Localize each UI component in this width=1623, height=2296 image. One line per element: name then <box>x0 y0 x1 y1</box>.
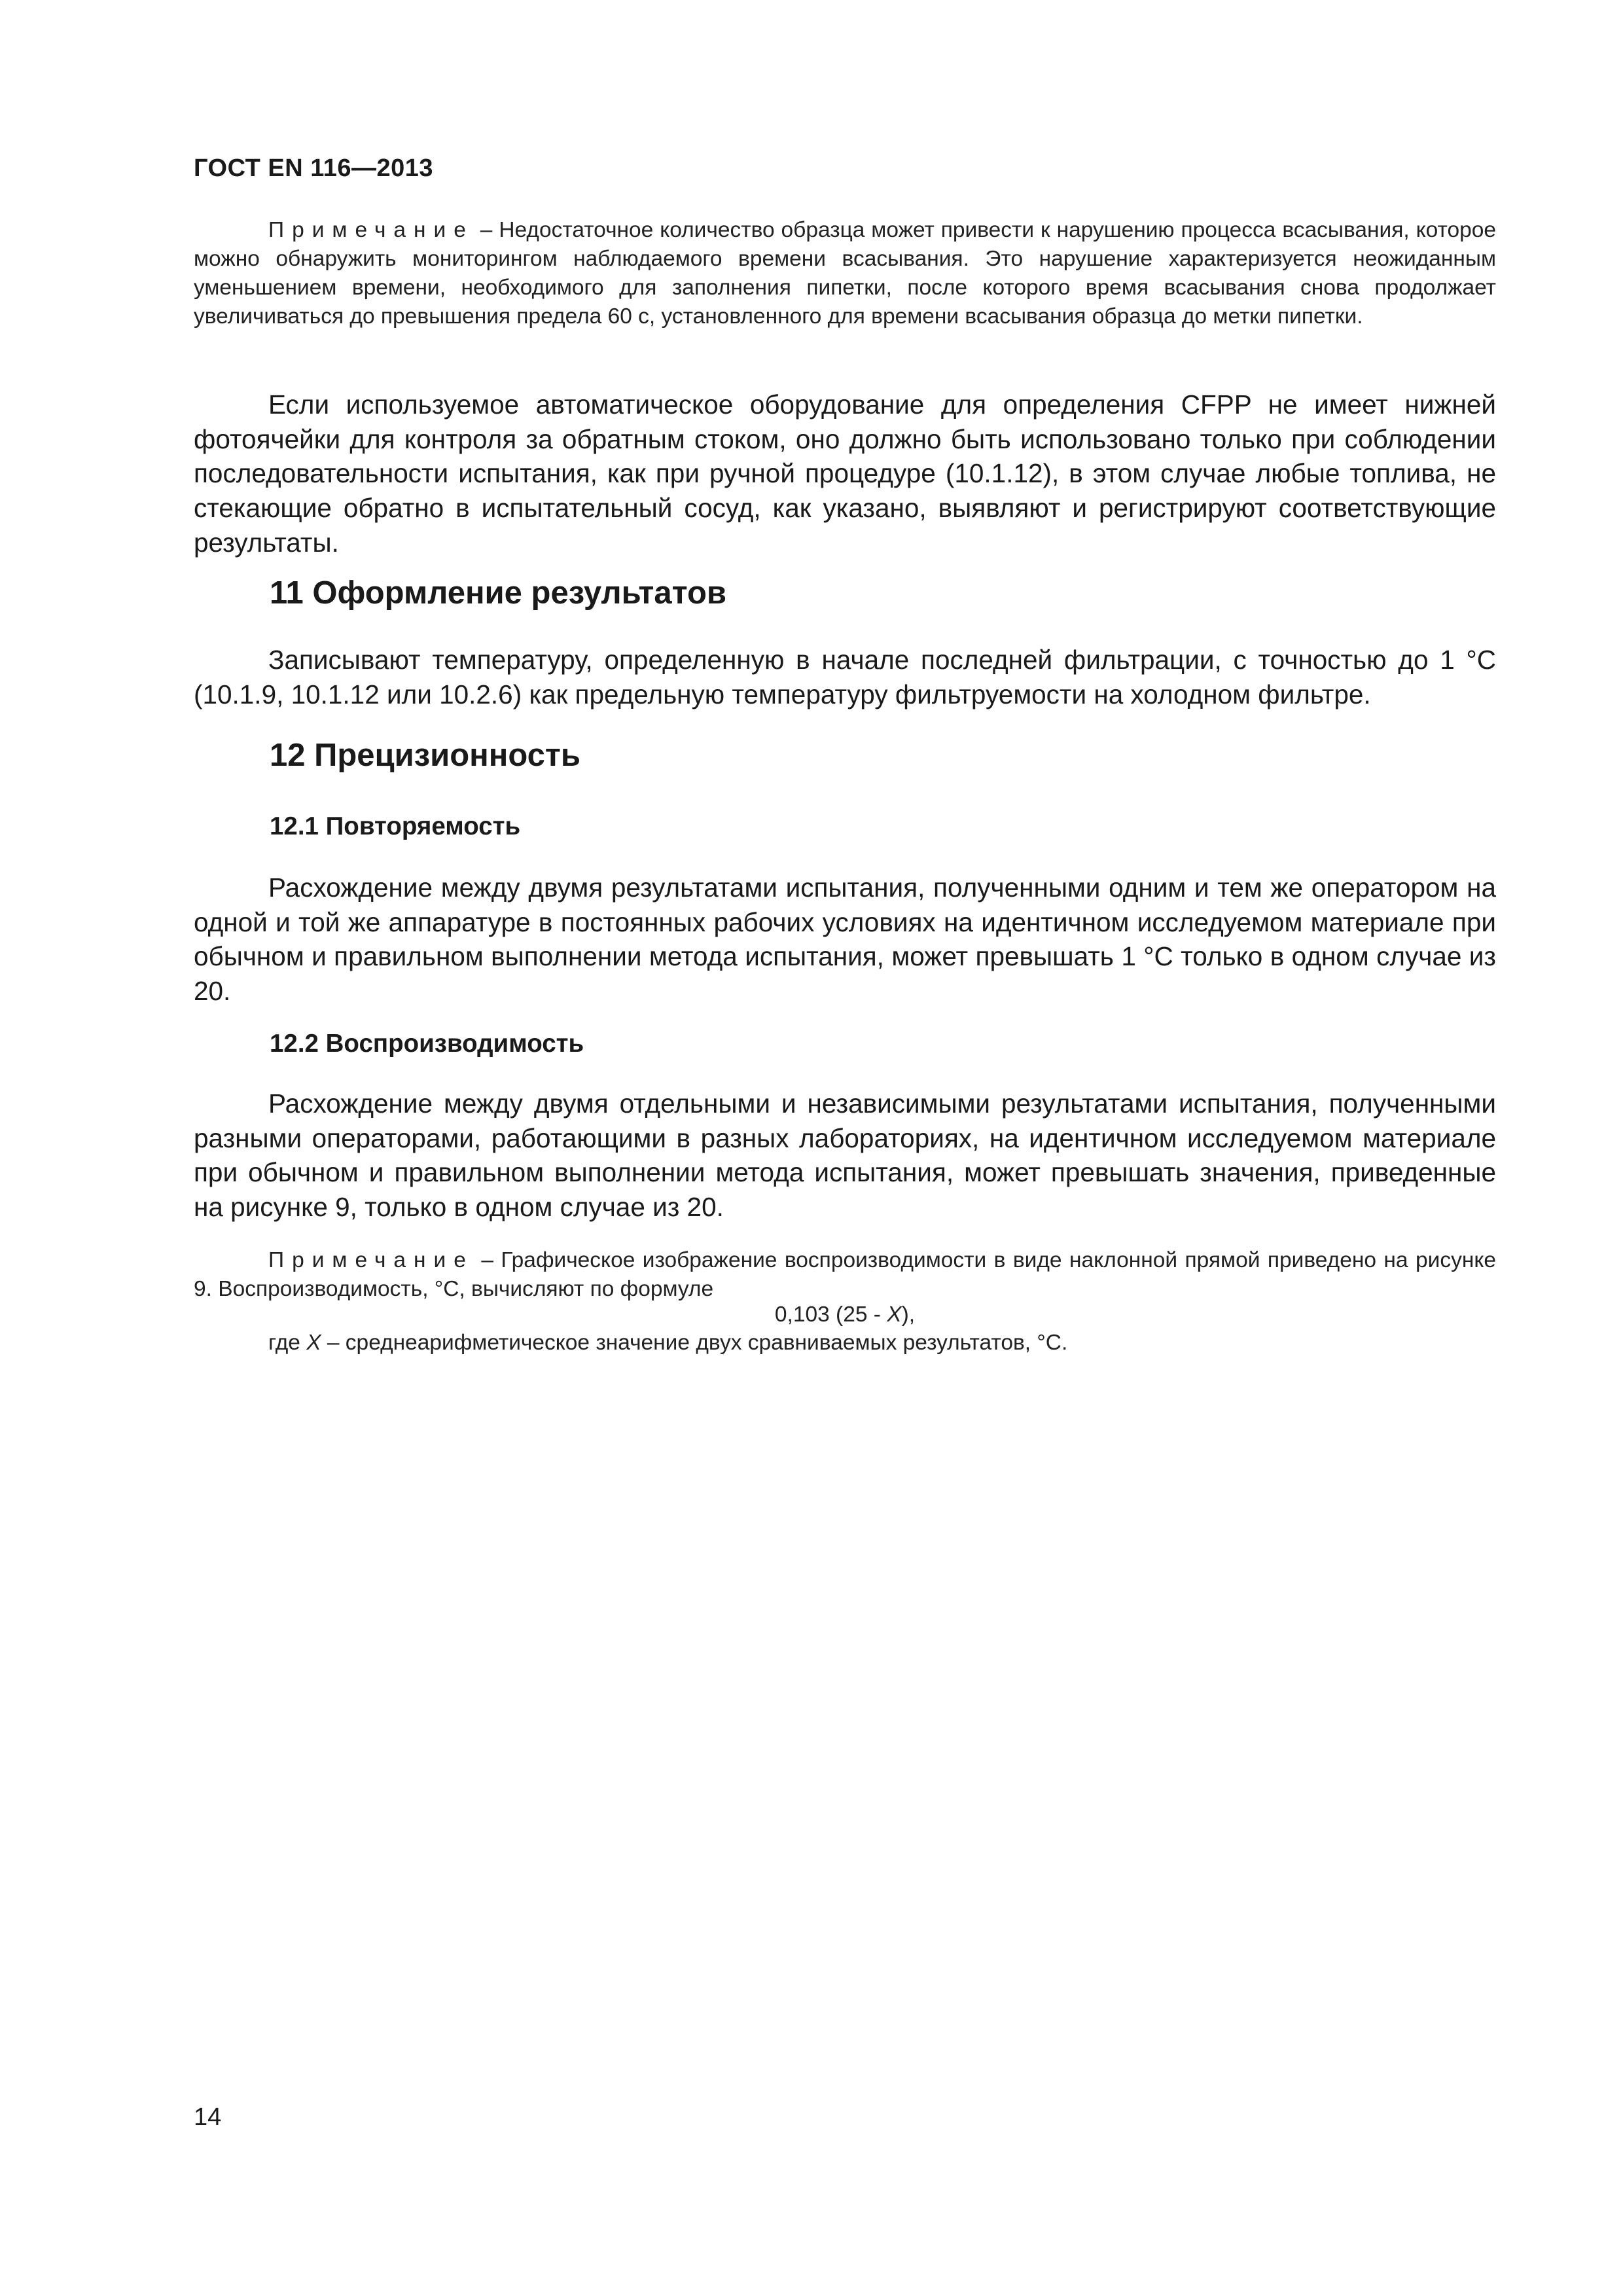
where-prefix: где <box>268 1331 307 1355</box>
subsection-12-2-text: Расхождение между двумя отдельными и независимыми результатами испытания, полученными разными операторами, работающими в разных лабораториях, на идентичном исследуемом материале при обычном и правильном выполнении метода испытания, может превышать значения, приведенные на рисунке 9, только в одном случае из 20. <box>194 1088 1496 1222</box>
where-variable: X <box>306 1331 321 1355</box>
document-header: ГОСТ EN 116—2013 <box>194 154 434 182</box>
subsection-12-1-text: Расхождение между двумя результатами испытания, полученными одним и тем же оператором на одной и той же аппаратуре в постоянных рабочих условиях на идентичном исследуемом материале при обычном и правильном выполнении метода испытания, может превышать 1 °С только в одном случае из 20. <box>194 872 1496 1006</box>
paragraph-automatic-equipment: Если используемое автоматическое оборудование для определения CFPP не имеет нижней фотоячейки для контроля за обратным стоком, оно должно быть использовано только при соблюдении последовательности испытания, как при ручной процедуре (10.1.12), в этом случае любые топлива, не стекающие обратно в испытательный сосуд, как указано, выявляют и регистрируют соответствующие результаты. <box>194 389 1496 558</box>
formula-prefix: 0,103 (25 - <box>774 1302 887 1327</box>
reproducibility-formula <box>194 1302 1496 1327</box>
formula-suffix: ), <box>901 1302 916 1327</box>
formula-explanation <box>268 1331 1067 1355</box>
formula-variable: X <box>887 1302 902 1327</box>
note-text: – Графическое изображение воспроизводимости в виде наклонной прямой приведено на рисунке 9. Воспроизводимость, °С, вычисляют по формуле <box>194 1248 1496 1301</box>
subsection-12-1-heading: 12.1 Повторяемость <box>270 812 521 840</box>
note-label: Примечание <box>268 1248 474 1272</box>
section-12-heading: 12 Прецизионность <box>270 738 581 773</box>
note-insufficient-sample <box>194 216 1496 331</box>
note-text: – Недостаточное количество образца может привести к нарушению процесса всасывания, которое можно обнаружить мониторингом наблюдаемого времени всасывания. Это нарушение характеризуется неожиданным уменьшением времени, необходимого для заполнения пипетки, после которого время всасывания снова продолжает увеличиваться до превышения предела 60 с, установленного для времени всасывания образца до метки пипетки. <box>194 218 1496 329</box>
section-11-text: Записывают температуру, определенную в начале последней фильтрации, с точностью до 1 °С (10.1.9, 10.1.12 или 10.2.6) как предельную температуру фильтруемости на холодном фильтре. <box>194 645 1496 709</box>
note-label: Примечание <box>268 218 474 242</box>
page-number: 14 <box>194 2104 222 2131</box>
subsection-12-2-heading: 12.2 Воспроизводимость <box>270 1030 584 1058</box>
where-text: – среднеарифметическое значение двух сравниваемых результатов, °С. <box>321 1331 1068 1355</box>
note-reproducibility <box>194 1246 1496 1304</box>
section-11-heading: 11 Оформление результатов <box>270 575 727 611</box>
